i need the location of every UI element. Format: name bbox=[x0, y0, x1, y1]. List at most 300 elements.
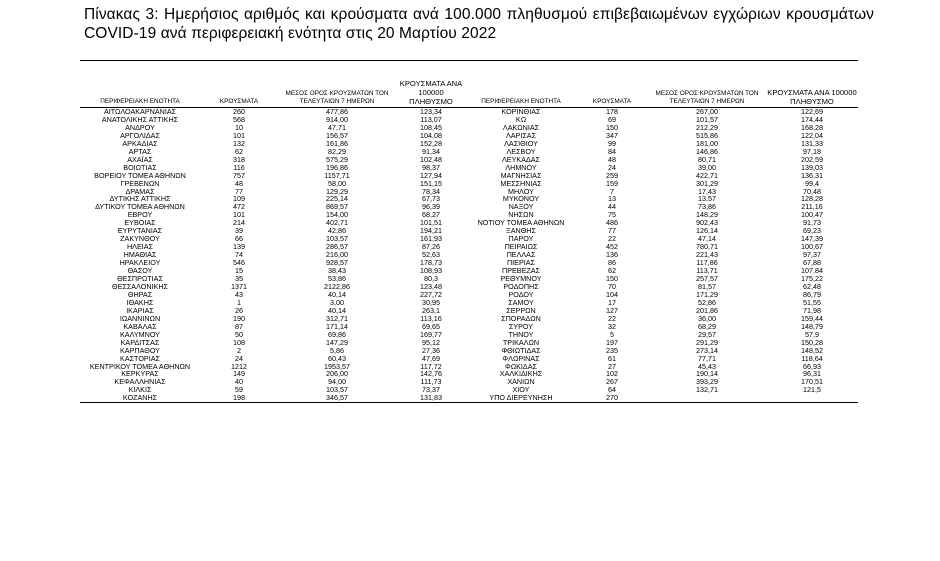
table-row bbox=[80, 251, 858, 259]
cases-cell: 214 bbox=[233, 219, 245, 228]
avg7-cell: 346,57 bbox=[278, 394, 396, 402]
table-row bbox=[80, 283, 858, 291]
region-cell-2: ΠΕΛΛΑΣ bbox=[506, 251, 536, 260]
rate-cell-2: 69,23 bbox=[803, 227, 821, 236]
avg7-cell-2: 148,29 bbox=[696, 211, 718, 220]
avg7-cell-2: 17,43 bbox=[698, 187, 716, 196]
cases-cell: 74 bbox=[235, 251, 243, 260]
table-row bbox=[80, 323, 858, 331]
avg7-cell-2: 81,57 bbox=[698, 282, 716, 291]
rate-cell-2: 66,93 bbox=[803, 362, 821, 371]
rate-cell: 151,15 bbox=[420, 179, 442, 188]
cases-cell-2: 70 bbox=[608, 282, 616, 291]
header-rate: ΚΡΟΥΣΜΑΤΑ ΑΝΑ 100000 ΠΛΗΘΥΣΜΟ bbox=[396, 79, 466, 108]
table-row bbox=[80, 259, 858, 267]
avg7-cell-2: 126,14 bbox=[696, 227, 718, 236]
avg7-cell: 216,00 bbox=[326, 251, 348, 260]
avg7-cell: 53,86 bbox=[328, 275, 346, 283]
avg7-cell: 225,14 bbox=[326, 195, 348, 204]
rate-cell-2: 97,18 bbox=[803, 147, 821, 156]
rate-cell-2: 170,51 bbox=[801, 378, 823, 387]
avg7-cell: 147,29 bbox=[326, 338, 348, 347]
region-cell-2: ΛΕΣΒΟΥ bbox=[506, 147, 536, 156]
avg7-cell: 2122,86 bbox=[324, 282, 350, 291]
avg7-cell-2: 117,86 bbox=[696, 259, 718, 268]
avg7-cell: 928,57 bbox=[326, 259, 348, 268]
cases-cell: 260 bbox=[233, 107, 245, 116]
region-cell-2: ΛΑΣΙΘΙΟΥ bbox=[504, 139, 538, 148]
region-cell-2: ΣΑΜΟΥ bbox=[508, 298, 534, 307]
table-row bbox=[80, 140, 858, 148]
avg7-cell: 206,00 bbox=[326, 370, 348, 379]
cases-cell-2: 77 bbox=[608, 227, 616, 236]
cases-cell: 24 bbox=[235, 354, 243, 363]
rate-cell: 78,34 bbox=[422, 187, 440, 196]
avg7-cell: 94,00 bbox=[328, 378, 346, 387]
cases-cell: 1212 bbox=[231, 362, 247, 371]
avg7-cell-2: 291,29 bbox=[696, 338, 718, 347]
avg7-cell: 196,86 bbox=[326, 163, 348, 172]
rate-cell: 169,77 bbox=[420, 330, 442, 339]
header-rate-2: ΚΡΟΥΣΜΑΤΑ ΑΝΑ 100000 ΠΛΗΘΥΣΜΟ bbox=[766, 79, 858, 108]
region-cell-2: ΠΡΕΒΕΖΑΣ bbox=[502, 267, 540, 276]
avg7-cell-2: 113,71 bbox=[696, 267, 718, 276]
header-region: ΠΕΡΙΦΕΡΕΙΑΚΗ ΕΝΟΤΗΤΑ bbox=[80, 79, 200, 108]
rate-cell: 113,07 bbox=[420, 115, 442, 124]
region-cell: ΙΘΑΚΗΣ bbox=[126, 298, 154, 307]
region-cell: ΑΝΔΡΟΥ bbox=[125, 123, 155, 132]
avg7-cell-2: 39,00 bbox=[698, 163, 716, 172]
cases-cell: 318 bbox=[233, 155, 245, 164]
avg7-cell-2: 171,29 bbox=[696, 290, 718, 299]
region-cell: ΕΒΡΟΥ bbox=[127, 211, 153, 220]
rate-cell: 80,3 bbox=[424, 275, 438, 283]
region-cell: ΑΡΤΑΣ bbox=[128, 147, 152, 156]
cases-cell-2: 64 bbox=[608, 386, 616, 395]
table-row bbox=[80, 180, 858, 188]
rate-cell: 194,21 bbox=[420, 227, 442, 236]
cases-cell-2: 62 bbox=[608, 267, 616, 276]
table-row bbox=[80, 243, 858, 251]
cases-cell: 87 bbox=[235, 322, 243, 331]
rate-cell: 67,73 bbox=[422, 195, 440, 204]
avg7-cell: 5,86 bbox=[330, 346, 344, 355]
region-cell: ΑΙΤΩΛΟΑΚΑΡΝΑΝΙΑΣ bbox=[103, 107, 177, 116]
rate-cell: 108,45 bbox=[420, 123, 442, 132]
rate-cell: 152,28 bbox=[420, 139, 442, 148]
cases-cell-2: 22 bbox=[608, 314, 616, 323]
rate-cell: 52,63 bbox=[422, 251, 440, 260]
region-cell: ΚΑΡΠΑΘΟΥ bbox=[120, 346, 160, 355]
rate-cell-2: 100,67 bbox=[801, 243, 823, 252]
table-row bbox=[80, 227, 858, 235]
rate-cell: 127,94 bbox=[420, 171, 442, 180]
region-cell-2: ΣΠΟΡΑΔΩΝ bbox=[501, 314, 541, 323]
cases-cell: 546 bbox=[233, 259, 245, 268]
region-cell-2: ΝΗΣΩΝ bbox=[508, 211, 534, 220]
cases-cell: 190 bbox=[233, 314, 245, 323]
avg7-cell: 38,43 bbox=[328, 267, 346, 276]
region-cell: ΚΑΣΤΟΡΙΑΣ bbox=[120, 354, 160, 363]
cases-cell-2: 48 bbox=[608, 155, 616, 164]
region-cell: ΚΕΡΚΥΡΑΣ bbox=[121, 370, 159, 379]
rate-cell: 263,1 bbox=[422, 306, 440, 315]
region-cell-2: ΠΕΙΡΑΙΩΣ bbox=[504, 243, 538, 252]
avg7-cell: 40,14 bbox=[328, 290, 346, 299]
region-cell: ΓΡΕΒΕΝΩΝ bbox=[120, 179, 160, 188]
cases-cell: 101 bbox=[233, 211, 245, 220]
cases-cell-2: 86 bbox=[608, 259, 616, 268]
rate-cell: 102,48 bbox=[420, 155, 442, 164]
avg7-cell: 286,57 bbox=[326, 243, 348, 252]
region-cell: ΚΕΦΑΛΛΗΝΙΑΣ bbox=[114, 378, 166, 387]
table-row bbox=[80, 275, 858, 283]
table-row bbox=[80, 195, 858, 203]
rate-cell: 178,73 bbox=[420, 259, 442, 268]
avg7-cell: 154,00 bbox=[326, 211, 348, 220]
cases-cell: 43 bbox=[235, 290, 243, 299]
header-cases-2: ΚΡΟΥΣΜΑΤΑ bbox=[576, 79, 648, 108]
cases-cell: 77 bbox=[235, 187, 243, 196]
rate-cell: 96,39 bbox=[422, 203, 440, 212]
avg7-cell: 40,14 bbox=[328, 306, 346, 315]
region-cell-2: ΤΗΝΟΥ bbox=[508, 330, 534, 339]
table-caption: Πίνακας 3: Ημερήσιος αριθμός και κρούσματα ανά 100.000 πληθυσμού επιβεβαιωμένων εγχώριων κρουσμάτων COVID-19 ανά περιφερειακή ενότητα στις 20 Μαρτίου 2022 bbox=[84, 6, 874, 42]
avg7-cell-2: 80,71 bbox=[698, 155, 716, 164]
region-cell: ΑΧΑΪΑΣ bbox=[127, 155, 153, 164]
avg7-cell-2: 132,71 bbox=[696, 386, 718, 395]
cases-cell-2: 270 bbox=[576, 394, 648, 402]
cases-cell: 198 bbox=[200, 394, 278, 402]
avg7-cell: 914,00 bbox=[326, 115, 348, 124]
region-cell: ΘΕΣΣΑΛΟΝΙΚΗΣ bbox=[112, 282, 168, 291]
avg7-cell-2: 36,00 bbox=[698, 314, 716, 323]
region-cell: ΚΑΛΥΜΝΟΥ bbox=[120, 330, 160, 339]
cases-cell-2: 7 bbox=[610, 187, 614, 196]
avg7-cell: 82,29 bbox=[328, 147, 346, 156]
table-body bbox=[80, 108, 858, 403]
region-cell: ΗΛΕΙΑΣ bbox=[126, 243, 154, 252]
rate-cell-2: 91,73 bbox=[803, 219, 821, 228]
rate-cell-2: 202,59 bbox=[801, 155, 823, 164]
cases-cell-2: 452 bbox=[606, 243, 618, 252]
region-cell-2: ΧΙΟΥ bbox=[512, 386, 530, 395]
table-row bbox=[80, 355, 858, 363]
rate-cell-2: 131,33 bbox=[801, 139, 823, 148]
avg7-cell-2: 68,29 bbox=[698, 322, 716, 331]
rate-cell: 161,93 bbox=[420, 235, 442, 244]
header-row bbox=[80, 79, 858, 108]
table-row bbox=[80, 156, 858, 164]
table-row bbox=[80, 339, 858, 347]
cases-cell: 59 bbox=[235, 386, 243, 395]
table-row bbox=[80, 307, 858, 315]
table-row bbox=[80, 394, 858, 402]
region-cell: ΚΑΒΑΛΑΣ bbox=[123, 322, 157, 331]
rate-cell-2: 122,04 bbox=[801, 131, 823, 140]
avg7-cell: 171,14 bbox=[326, 322, 348, 331]
avg7-cell-2: 201,86 bbox=[696, 306, 718, 315]
avg7-cell-2: 101,57 bbox=[696, 115, 718, 124]
cases-cell: 472 bbox=[233, 203, 245, 212]
avg7-cell-2: 212,29 bbox=[696, 123, 718, 132]
region-cell: ΗΡΑΚΛΕΙΟΥ bbox=[119, 259, 161, 268]
region-cell: ΙΩΑΝΝΙΝΩΝ bbox=[119, 314, 161, 323]
avg7-cell-2 bbox=[648, 394, 766, 402]
region-cell: ΙΚΑΡΙΑΣ bbox=[126, 306, 154, 315]
region-cell-2: ΚΟΡΙΝΘΙΑΣ bbox=[501, 107, 541, 116]
region-cell: ΑΝΑΤΟΛΙΚΗΣ ΑΤΤΙΚΗΣ bbox=[101, 115, 179, 124]
region-cell-2: ΜΗΛΟΥ bbox=[508, 187, 534, 196]
cases-cell-2: 197 bbox=[606, 338, 618, 347]
rate-cell-2: 122,69 bbox=[801, 107, 823, 116]
rate-cell: 123,34 bbox=[420, 107, 442, 116]
region-cell-2: ΛΗΜΝΟΥ bbox=[505, 163, 537, 172]
rate-cell-2: 211,16 bbox=[801, 203, 823, 212]
table-row bbox=[80, 164, 858, 172]
rate-cell-2: 148,79 bbox=[801, 322, 823, 331]
region-cell: ΔΥΤΙΚΗΣ ΑΤΤΙΚΗΣ bbox=[109, 195, 171, 204]
rate-cell-2: 62,48 bbox=[803, 282, 821, 291]
region-cell: ΔΥΤΙΚΟΥ ΤΟΜΕΑ ΑΘΗΝΩΝ bbox=[95, 203, 185, 212]
region-cell-2: ΡΕΘΥΜΝΟΥ bbox=[500, 275, 542, 283]
table-row bbox=[80, 363, 858, 371]
top-rule bbox=[80, 60, 858, 61]
table-row bbox=[80, 291, 858, 299]
cases-cell-2: 159 bbox=[606, 179, 618, 188]
region-cell: ΑΡΓΟΛΙΔΑΣ bbox=[120, 131, 160, 140]
cases-cell: 26 bbox=[235, 306, 243, 315]
region-cell-2: ΛΕΥΚΑΔΑΣ bbox=[501, 155, 540, 164]
cases-cell: 62 bbox=[235, 147, 243, 156]
region-cell-2: ΦΛΩΡΙΝΑΣ bbox=[502, 354, 540, 363]
rate-cell: 108,93 bbox=[420, 267, 442, 276]
region-cell-2: ΜΑΓΝΗΣΙΑΣ bbox=[500, 171, 542, 180]
rate-cell: 69,65 bbox=[422, 322, 440, 331]
region-cell-2: ΛΑΚΩΝΙΑΣ bbox=[502, 123, 540, 132]
cases-cell: 108 bbox=[233, 338, 245, 347]
rate-cell: 73,37 bbox=[422, 386, 440, 395]
region-cell: ΗΜΑΘΙΑΣ bbox=[123, 251, 157, 260]
cases-cell: 568 bbox=[233, 115, 245, 124]
table-row bbox=[80, 378, 858, 386]
rate-cell-2: 128,28 bbox=[801, 195, 823, 204]
avg7-cell: 1953,57 bbox=[324, 362, 350, 371]
region-cell-2: ΠΙΕΡΙΑΣ bbox=[506, 259, 535, 268]
avg7-cell: 42,86 bbox=[328, 227, 346, 236]
rate-cell-2: 100,47 bbox=[801, 211, 823, 220]
cases-cell: 39 bbox=[235, 227, 243, 236]
cases-cell-2: 84 bbox=[608, 147, 616, 156]
avg7-cell-2: 190,14 bbox=[696, 370, 718, 379]
table-row bbox=[80, 331, 858, 339]
header-avg7: ΜΕΣΟΣ ΟΡΟΣ ΚΡΟΥΣΜΑΤΩΝ ΤΟΝ ΤΕΛΕΥΤΑΙΩΝ 7 ΗΜΕΡΩΝ bbox=[278, 79, 396, 108]
cases-cell-2: 75 bbox=[608, 211, 616, 220]
cases-cell: 149 bbox=[233, 370, 245, 379]
rate-cell-2: 97,37 bbox=[803, 251, 821, 260]
cases-cell: 757 bbox=[233, 171, 245, 180]
avg7-cell: 47,71 bbox=[328, 123, 346, 132]
region-cell: ΚΟΖΑΝΗΣ bbox=[80, 394, 200, 402]
rate-cell-2: 147,39 bbox=[801, 235, 823, 244]
region-cell-2: ΚΩ bbox=[515, 115, 527, 124]
region-cell: ΘΕΣΠΡΩΤΙΑΣ bbox=[117, 275, 163, 283]
region-cell-2: ΜΥΚΟΝΟΥ bbox=[502, 195, 540, 204]
rate-cell: 227,72 bbox=[420, 290, 442, 299]
region-cell: ΔΡΑΜΑΣ bbox=[125, 187, 155, 196]
table-row bbox=[80, 315, 858, 323]
cases-cell-2: 235 bbox=[606, 346, 618, 355]
cases-cell: 10 bbox=[235, 123, 243, 132]
rate-cell-2: 175,22 bbox=[801, 275, 823, 283]
avg7-cell-2: 780,71 bbox=[696, 243, 718, 252]
rate-cell: 117,72 bbox=[420, 362, 442, 371]
table-row bbox=[80, 299, 858, 307]
table-row bbox=[80, 148, 858, 156]
table-row bbox=[80, 132, 858, 140]
region-cell: ΘΗΡΑΣ bbox=[127, 290, 153, 299]
table-row bbox=[80, 108, 858, 116]
region-cell: ΒΟΡΕΙΟΥ ΤΟΜΕΑ ΑΘΗΝΩΝ bbox=[94, 171, 186, 180]
data-table bbox=[80, 79, 858, 403]
avg7-cell-2: 181,00 bbox=[696, 139, 718, 148]
rate-cell: 98,37 bbox=[422, 163, 440, 172]
rate-cell: 95,12 bbox=[422, 338, 440, 347]
rate-cell: 123,48 bbox=[420, 282, 442, 291]
cases-cell: 116 bbox=[233, 163, 245, 172]
cases-cell: 132 bbox=[233, 139, 245, 148]
covid-regional-table bbox=[80, 60, 858, 403]
cases-cell: 66 bbox=[235, 235, 243, 244]
avg7-cell-2: 267,00 bbox=[696, 107, 718, 116]
rate-cell-2: 118,64 bbox=[801, 354, 823, 363]
table-row bbox=[80, 124, 858, 132]
table-row bbox=[80, 188, 858, 196]
cases-cell-2: 104 bbox=[606, 290, 618, 299]
region-cell: ΕΥΒΟΙΑΣ bbox=[124, 219, 156, 228]
rate-cell: 87,26 bbox=[422, 243, 440, 252]
avg7-cell: 161,86 bbox=[326, 139, 348, 148]
region-cell-2: ΣΕΡΡΩΝ bbox=[506, 306, 536, 315]
table-row bbox=[80, 370, 858, 378]
cases-cell: 40 bbox=[235, 378, 243, 387]
region-cell-2: ΛΑΡΙΣΑΣ bbox=[505, 131, 537, 140]
avg7-cell: 1157,71 bbox=[324, 171, 350, 180]
cases-cell: 1 bbox=[237, 298, 241, 307]
avg7-cell-2: 422,71 bbox=[696, 171, 718, 180]
avg7-cell-2: 257,57 bbox=[696, 275, 718, 283]
table-row bbox=[80, 116, 858, 124]
cases-cell: 15 bbox=[235, 267, 243, 276]
region-cell-2: ΧΑΛΚΙΔΙΚΗΣ bbox=[499, 370, 543, 379]
rate-cell: 113,16 bbox=[420, 314, 442, 323]
region-cell: ΚΑΡΔΙΤΣΑΣ bbox=[120, 338, 160, 347]
region-cell-2: ΦΘΙΩΤΙΔΑΣ bbox=[501, 346, 541, 355]
cases-cell-2: 150 bbox=[606, 275, 618, 283]
rate-cell-2: 150,28 bbox=[801, 338, 823, 347]
cases-cell-2: 5 bbox=[610, 330, 614, 339]
rate-cell-2: 168,28 bbox=[801, 123, 823, 132]
rate-cell: 101,51 bbox=[420, 219, 442, 228]
region-cell-2: ΤΡΙΚΑΛΩΝ bbox=[502, 338, 540, 347]
rate-cell-2 bbox=[766, 394, 858, 402]
region-cell: ΖΑΚΥΝΘΟΥ bbox=[120, 235, 160, 244]
region-cell-2: ΜΕΣΣΗΝΙΑΣ bbox=[500, 179, 542, 188]
avg7-cell-2: 902,43 bbox=[696, 219, 718, 228]
avg7-cell-2: 77,71 bbox=[698, 354, 716, 363]
region-cell: ΒΟΙΩΤΙΑΣ bbox=[123, 163, 157, 172]
cases-cell-2: 32 bbox=[608, 322, 616, 331]
rate-cell-2: 159,44 bbox=[801, 314, 823, 323]
rate-cell: 68,27 bbox=[422, 211, 440, 220]
avg7-cell: 129,29 bbox=[326, 187, 348, 196]
avg7-cell: 402,71 bbox=[326, 219, 348, 228]
rate-cell-2: 139,03 bbox=[801, 163, 823, 172]
cases-cell: 35 bbox=[235, 275, 243, 283]
cases-cell-2: 267 bbox=[606, 378, 618, 387]
rate-cell: 47,69 bbox=[422, 354, 440, 363]
cases-cell: 139 bbox=[233, 243, 245, 252]
avg7-cell-2: 73,86 bbox=[698, 203, 716, 212]
avg7-cell: 60,43 bbox=[328, 354, 346, 363]
region-cell-2: ΡΟΔΟΠΗΣ bbox=[503, 282, 539, 291]
region-cell: ΘΑΣΟΥ bbox=[127, 267, 153, 276]
table-row bbox=[80, 386, 858, 394]
cases-cell-2: 102 bbox=[606, 370, 618, 379]
avg7-cell-2: 13,57 bbox=[698, 195, 716, 204]
avg7-cell-2: 29,57 bbox=[698, 330, 716, 339]
rate-cell-2: 57,9 bbox=[805, 330, 819, 339]
avg7-cell: 869,57 bbox=[326, 203, 348, 212]
region-cell-2: ΥΠΟ ΔΙΕΡΕΥΝΗΣΗ bbox=[466, 394, 576, 402]
avg7-cell: 103,57 bbox=[326, 386, 348, 395]
rate-cell-2: 99,4 bbox=[805, 179, 819, 188]
region-cell-2: ΣΥΡΟΥ bbox=[508, 322, 534, 331]
avg7-cell-2: 47,14 bbox=[698, 235, 716, 244]
rate-cell: 111,73 bbox=[420, 378, 442, 387]
avg7-cell: 156,57 bbox=[326, 131, 348, 140]
region-cell: ΚΕΝΤΡΙΚΟΥ ΤΟΜΕΑ ΑΘΗΝΩΝ bbox=[89, 362, 191, 371]
avg7-cell-2: 45,43 bbox=[698, 362, 716, 371]
region-cell-2: ΞΑΝΘΗΣ bbox=[506, 227, 536, 236]
cases-cell-2: 486 bbox=[606, 219, 618, 228]
rate-cell-2: 174,44 bbox=[801, 115, 823, 124]
rate-cell: 91,34 bbox=[422, 147, 440, 156]
cases-cell-2: 178 bbox=[606, 107, 618, 116]
region-cell-2: ΝΟΤΙΟΥ ΤΟΜΕΑ ΑΘΗΝΩΝ bbox=[477, 219, 565, 228]
cases-cell-2: 69 bbox=[608, 115, 616, 124]
region-cell: ΕΥΡΥΤΑΝΙΑΣ bbox=[117, 227, 163, 236]
table-row bbox=[80, 267, 858, 275]
cases-cell: 109 bbox=[233, 195, 245, 204]
header-region-2: ΠΕΡΙΦΕΡΕΙΑΚΗ ΕΝΟΤΗΤΑ bbox=[466, 79, 576, 108]
avg7-cell-2: 52,86 bbox=[698, 298, 716, 307]
avg7-cell: 69,86 bbox=[328, 330, 346, 339]
rate-cell: 30,95 bbox=[422, 298, 440, 307]
rate-cell: 104,08 bbox=[420, 131, 442, 140]
avg7-cell: 575,29 bbox=[326, 155, 348, 164]
cases-cell-2: 259 bbox=[606, 171, 618, 180]
rate-cell-2: 148,52 bbox=[801, 346, 823, 355]
cases-cell-2: 24 bbox=[608, 163, 616, 172]
cases-cell-2: 13 bbox=[608, 195, 616, 204]
rate-cell-2: 107,84 bbox=[801, 267, 823, 276]
table-row bbox=[80, 203, 858, 211]
avg7-cell-2: 221,43 bbox=[696, 251, 718, 260]
header-cases: ΚΡΟΥΣΜΑΤΑ bbox=[200, 79, 278, 108]
table-row bbox=[80, 235, 858, 243]
cases-cell-2: 17 bbox=[608, 298, 616, 307]
